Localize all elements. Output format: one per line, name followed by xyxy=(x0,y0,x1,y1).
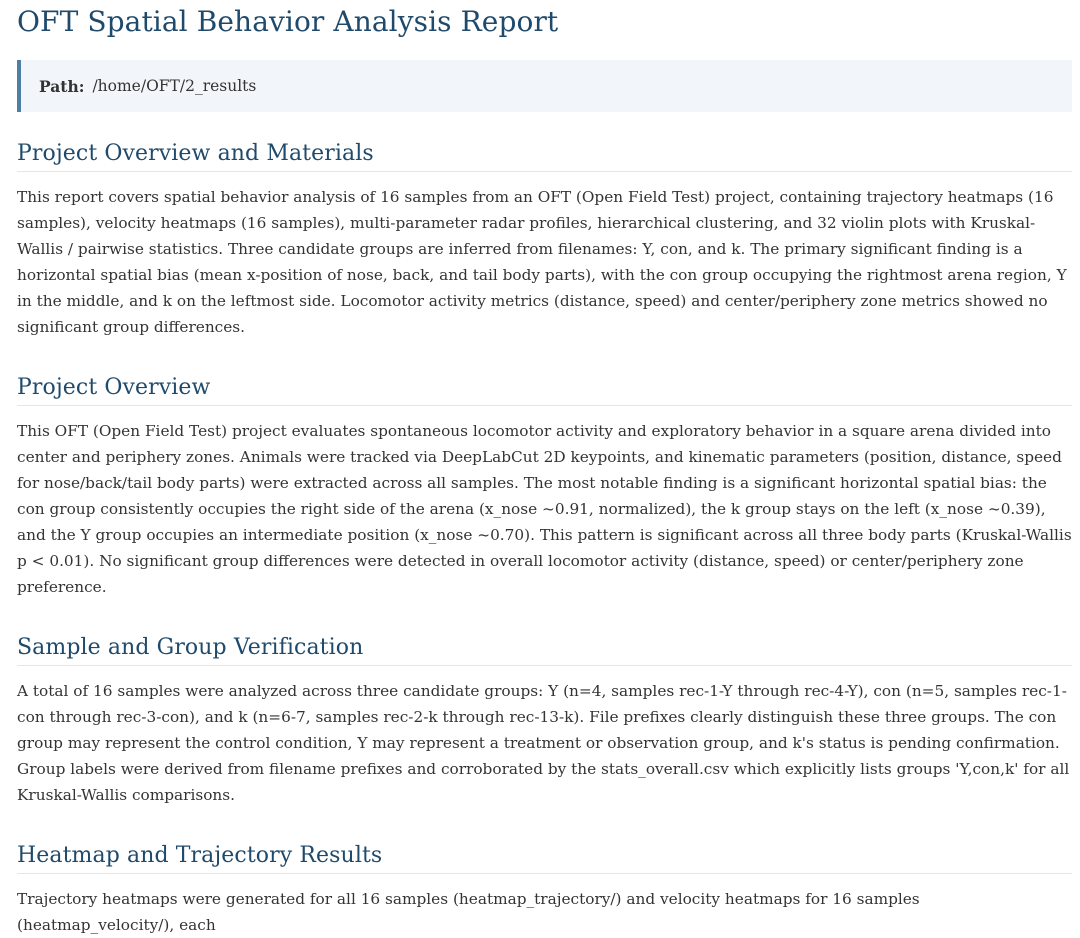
section-heading: Project Overview and Materials xyxy=(17,140,1072,172)
section-paragraph: This OFT (Open Field Test) project evaluates spontaneous locomotor activity and exploratory behavior in a square arena divided into center and periphery zones. Animals were tracked via DeepLabCut 2D keypoints, and kinematic parameters (position, distance, speed for nose/back/tail body parts) were extracted across all samples. The most notable finding is a significant horizontal spatial bias: the con group consistently occupies the right side of the arena (x_nose ~0.91, normalized), the k group stays on the left (x_nose ~0.39), and the Y group occupies an intermediate position (x_nose ~0.70). This pattern is significant across all three body parts (Kruskal-Wallis p < 0.01). No significant group differences were detected in overall locomotor activity (distance, speed) or center/periphery zone preference. xyxy=(17,422,1072,596)
section-heading: Project Overview xyxy=(17,374,1072,406)
report-title: OFT Spatial Behavior Analysis Report xyxy=(17,5,559,38)
section-heading: Heatmap and Trajectory Results xyxy=(17,842,1072,874)
section-project-overview xyxy=(17,374,1072,600)
section-paragraph: A total of 16 samples were analyzed across three candidate groups: Y (n=4, samples rec-1-Y through rec-4-Y), con (n=5, samples rec-1-con through rec-3-con), and k (n=6-7, samples rec-2-k through rec-13-k). File prefixes clearly distinguish these three groups. The con group may represent the control condition, Y may represent a treatment or observation group, and k's status is pending confirmation. Group labels were derived from filename prefixes and corroborated by the stats_overall.csv which explicitly lists groups 'Y,con,k' for all Kruskal-Wallis comparisons. xyxy=(17,682,1070,804)
section-overview-materials xyxy=(17,140,1072,340)
path-label: Path: xyxy=(39,76,85,96)
path-value: /home/OFT/2_results xyxy=(92,77,257,95)
path-callout xyxy=(17,60,1072,112)
section-heatmap-trajectory xyxy=(17,842,1072,938)
section-paragraph: This report covers spatial behavior analysis of 16 samples from an OFT (Open Field Test) project, containing trajectory heatmaps (16 samples), velocity heatmaps (16 samples), multi-parameter radar profiles, hierarchical clustering, and 32 violin plots with Kruskal-Wallis / pairwise statistics. Three candidate groups are inferred from filenames: Y, con, and k. The primary significant finding is a horizontal spatial bias (mean x-position of nose, back, and tail body parts), with the con group occupying the rightmost arena region, Y in the middle, and k on the leftmost side. Locomotor activity metrics (distance, speed) and center/periphery zone metrics showed no significant group differences. xyxy=(17,188,1067,336)
section-heading: Sample and Group Verification xyxy=(17,634,1072,666)
section-paragraph: Trajectory heatmaps were generated for all 16 samples (heatmap_trajectory/) and velocity heatmaps for 16 samples (heatmap_velocity/), each xyxy=(17,890,920,934)
section-sample-verification xyxy=(17,634,1072,808)
